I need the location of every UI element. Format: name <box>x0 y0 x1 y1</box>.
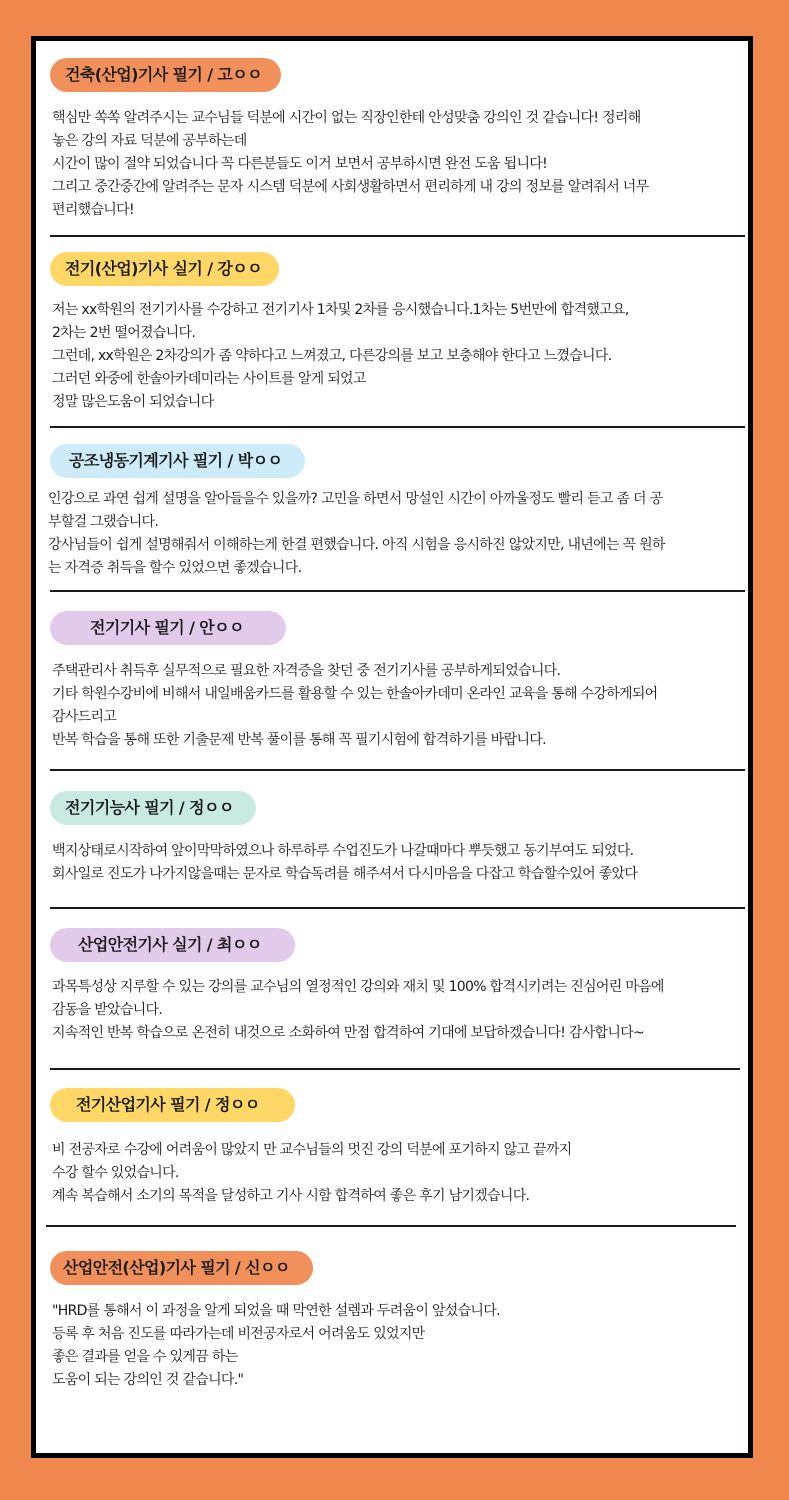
review-1-body <box>52 107 752 222</box>
review-line: 편리했습니다! <box>52 202 134 218</box>
review-line: 수강 할수 있었습니다. <box>52 1165 179 1181</box>
section-divider <box>50 235 745 237</box>
review-4-body <box>52 660 752 752</box>
section-divider <box>50 590 745 592</box>
review-line: 비 전공자로 수강에 어려움이 많았지 만 교수님들의 멋진 강의 덕분에 포기하지 않고 끝까지 <box>52 1142 572 1158</box>
review-5-body <box>52 840 752 886</box>
reviews-panel <box>31 36 753 1458</box>
review-line: 과목특성상 지루할 수 있는 강의를 교수님의 열정적인 강의와 재치 및 100% 합격시키려는 진심어린 마음에 <box>52 979 664 995</box>
review-line: 인강으로 과연 쉽게 설명을 알아들을수 있을까? 고민을 하면서 망설인 시간이 아까울정도 빨리 듣고 좀 더 공 <box>48 491 663 507</box>
review-line: 도움이 되는 강의인 것 같습니다." <box>52 1372 244 1388</box>
review-4-title-badge: 전기기사 필기 / 안ㅇㅇ <box>50 611 286 645</box>
review-line: 계속 복습해서 소기의 목적을 달성하고 기사 시함 합격하여 좋은 후기 남기겠습니다. <box>52 1188 530 1204</box>
review-7-body <box>52 1139 752 1208</box>
review-8-body <box>52 1300 752 1392</box>
review-line: 좋은 결과를 얻을 수 있게끔 하는 <box>52 1349 238 1365</box>
review-line: 등록 후 처음 진도를 따라가는데 비전공자로서 어려움도 있었지만 <box>52 1326 425 1342</box>
review-line: 2차는 2번 떨어졌습니다. <box>52 325 196 341</box>
review-2-title-badge: 전기(산업)기사 실기 / 강ㅇㅇ <box>50 252 279 286</box>
review-line: 정말 많은도움이 되었습니다 <box>52 394 214 410</box>
review-line: 부할걸 그랬습니다. <box>48 514 159 530</box>
section-divider <box>50 769 745 771</box>
review-line: 저는 xx학원의 전기기사를 수강하고 전기기사 1차및 2차를 응시했습니다.1차는 5번만에 합격했고요, <box>52 302 629 318</box>
review-line: 는 자격증 취득을 할수 있었으면 좋겠습니다. <box>48 560 302 576</box>
review-7-title-badge: 전기산업기사 필기 / 정ㅇㅇ <box>50 1088 295 1122</box>
review-2-body <box>52 299 752 414</box>
review-line: 강사님들이 쉽게 설명해줘서 이해하는게 한결 편했습니다. 아직 시험을 응시하진 않았지만, 내년에는 꼭 원하 <box>48 537 665 553</box>
review-line: 그리고 중간중간에 알려주는 문자 시스템 덕분에 사회생활하면서 편리하게 내 강의 정보를 알려줘서 너무 <box>52 179 649 195</box>
review-line: 시간이 많이 절약 되었습니다 꼭 다른분들도 이거 보면서 공부하시면 완전 도움 됩니다! <box>52 156 548 172</box>
review-line: 기타 학원수강비에 비해서 내일배움카드를 활용할 수 있는 한솔아카데미 온라인 교육을 통해 수강하게되어 <box>52 686 658 702</box>
review-6-body <box>52 976 757 1045</box>
section-divider <box>46 1225 736 1227</box>
review-line: 놓은 강의 자료 덕분에 공부하는데 <box>52 133 247 149</box>
review-line: 그러던 와중에 한솔아카데미라는 사이트를 알게 되었고 <box>52 371 366 387</box>
review-line: "HRD를 통해서 이 과정을 알게 되었을 때 막연한 설렘과 두려움이 앞섰습니다. <box>52 1303 500 1319</box>
review-6-title-badge: 산업안전기사 실기 / 최ㅇㅇ <box>50 928 295 962</box>
review-line: 감사드리고 <box>52 709 117 725</box>
review-3-body <box>48 488 753 580</box>
section-divider <box>50 907 745 909</box>
review-8-title-badge: 산업안전(산업)기사 필기 / 신ㅇㅇ <box>50 1251 313 1285</box>
review-1-title-badge: 건축(산업)기사 필기 / 고ㅇㅇ <box>50 58 281 92</box>
section-divider <box>50 426 745 428</box>
review-line: 회사일로 진도가 나가지않을때는 문자로 학습독려를 해주셔서 다시마음을 다잡고 학습할수있어 좋았다 <box>52 866 638 882</box>
review-line: 백지상태로시작하여 앞이막막하였으나 하루하루 수업진도가 나갈때마다 뿌듯했고 동기부여도 되었다. <box>52 843 634 859</box>
review-line: 감동을 받았습니다. <box>52 1002 163 1018</box>
review-line: 주택관리사 취득후 실무적으로 필요한 자격증을 찾던 중 전기기사를 공부하게되었습니다. <box>52 663 561 679</box>
review-line: 지속적인 반복 학습으로 온전히 내것으로 소화하여 만점 합격하여 기대에 보답하겠습니다! 감사합니다~ <box>52 1025 645 1041</box>
review-line: 핵심만 쏙쏙 알려주시는 교수님들 덕분에 시간이 없는 직장인한테 안성맞춤 강의인 것 같습니다! 정리해 <box>52 110 641 126</box>
review-5-title-badge: 전기기능사 필기 / 정ㅇㅇ <box>50 791 256 825</box>
review-line: 그런데, xx학원은 2차강의가 좀 약하다고 느껴졌고, 다른강의를 보고 보충해야 한다고 느꼈습니다. <box>52 348 612 364</box>
review-line: 반복 학습을 통해 또한 기출문제 반복 풀이를 통해 꼭 필기시험에 합격하기를 바랍니다. <box>52 732 546 748</box>
section-divider <box>50 1068 740 1070</box>
review-3-title-badge: 공조냉동기계기사 필기 / 박ㅇㅇ <box>50 444 305 478</box>
